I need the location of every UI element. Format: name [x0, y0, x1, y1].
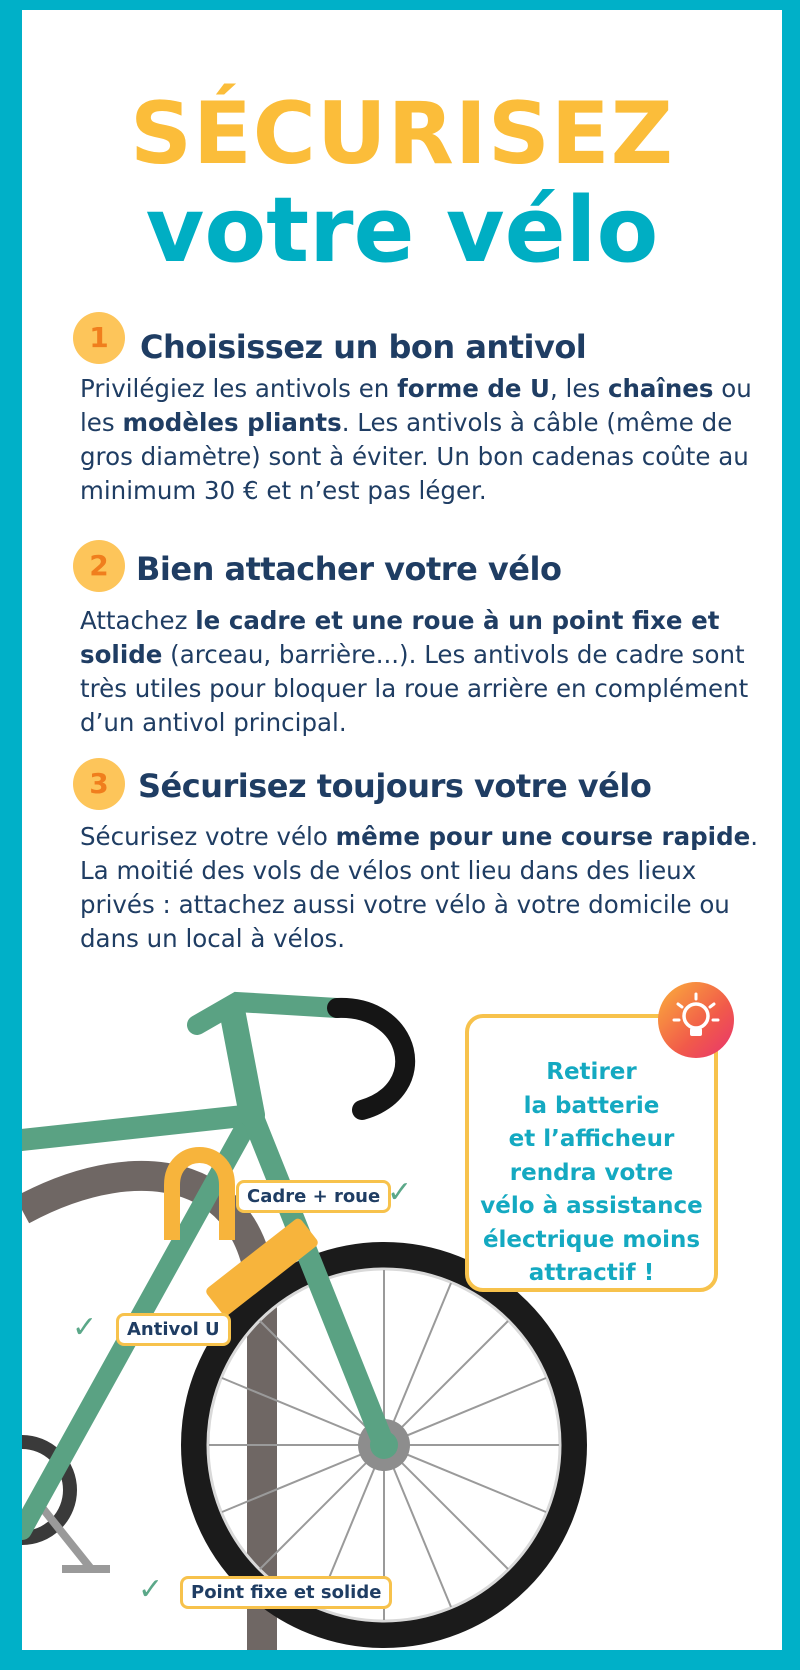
step-3-number: 3	[73, 758, 125, 810]
tip-text: Retirer la batterie et l’afficheur rendra votre vélo à assistance électrique moins attractif !	[480, 1059, 703, 1286]
label-u-lock: Antivol U	[116, 1313, 231, 1346]
poster-card	[22, 10, 782, 1650]
step-1-number: 1	[73, 312, 125, 364]
title-line-2: votre vélo	[145, 178, 659, 283]
step-2-heading: Bien attacher votre vélo	[136, 550, 562, 588]
step-3-body: Sécurisez votre vélo même pour une course rapide. La moitié des vols de vélos ont lieu dans des lieux privés : attachez aussi votre vélo à votre domicile ou dans un local à vélos.	[80, 822, 759, 953]
label-fixed-point: Point fixe et solide	[180, 1576, 392, 1609]
title-line-1: SÉCURISEZ	[130, 84, 674, 184]
check-icon: ✓	[387, 1175, 413, 1210]
step-1-heading: Choisissez un bon antivol	[140, 328, 587, 366]
step-2-body: Attachez le cadre et une roue à un point fixe et solide (arceau, barrière...). Les antivols de cadre sont très utiles pour bloquer la roue arrière en complément d’un antivol principal.	[80, 606, 749, 737]
handlebar	[337, 1008, 405, 1110]
step-2-number: 2	[73, 540, 125, 592]
check-icon: ✓	[138, 1572, 164, 1607]
lightbulb-icon	[658, 982, 734, 1058]
step-1-body: Privilégiez les antivols en forme de U, les chaînes ou les modèles pliants. Les antivols à câble (même de gros diamètre) sont à éviter. Un bon cadenas coûte au minimum 30 € et n’est pas léger.	[80, 374, 752, 505]
pedal	[62, 1565, 110, 1573]
step-3-heading: Sécurisez toujours votre vélo	[138, 767, 652, 805]
label-frame-wheel: Cadre + roue	[236, 1180, 391, 1213]
check-icon: ✓	[72, 1310, 98, 1345]
